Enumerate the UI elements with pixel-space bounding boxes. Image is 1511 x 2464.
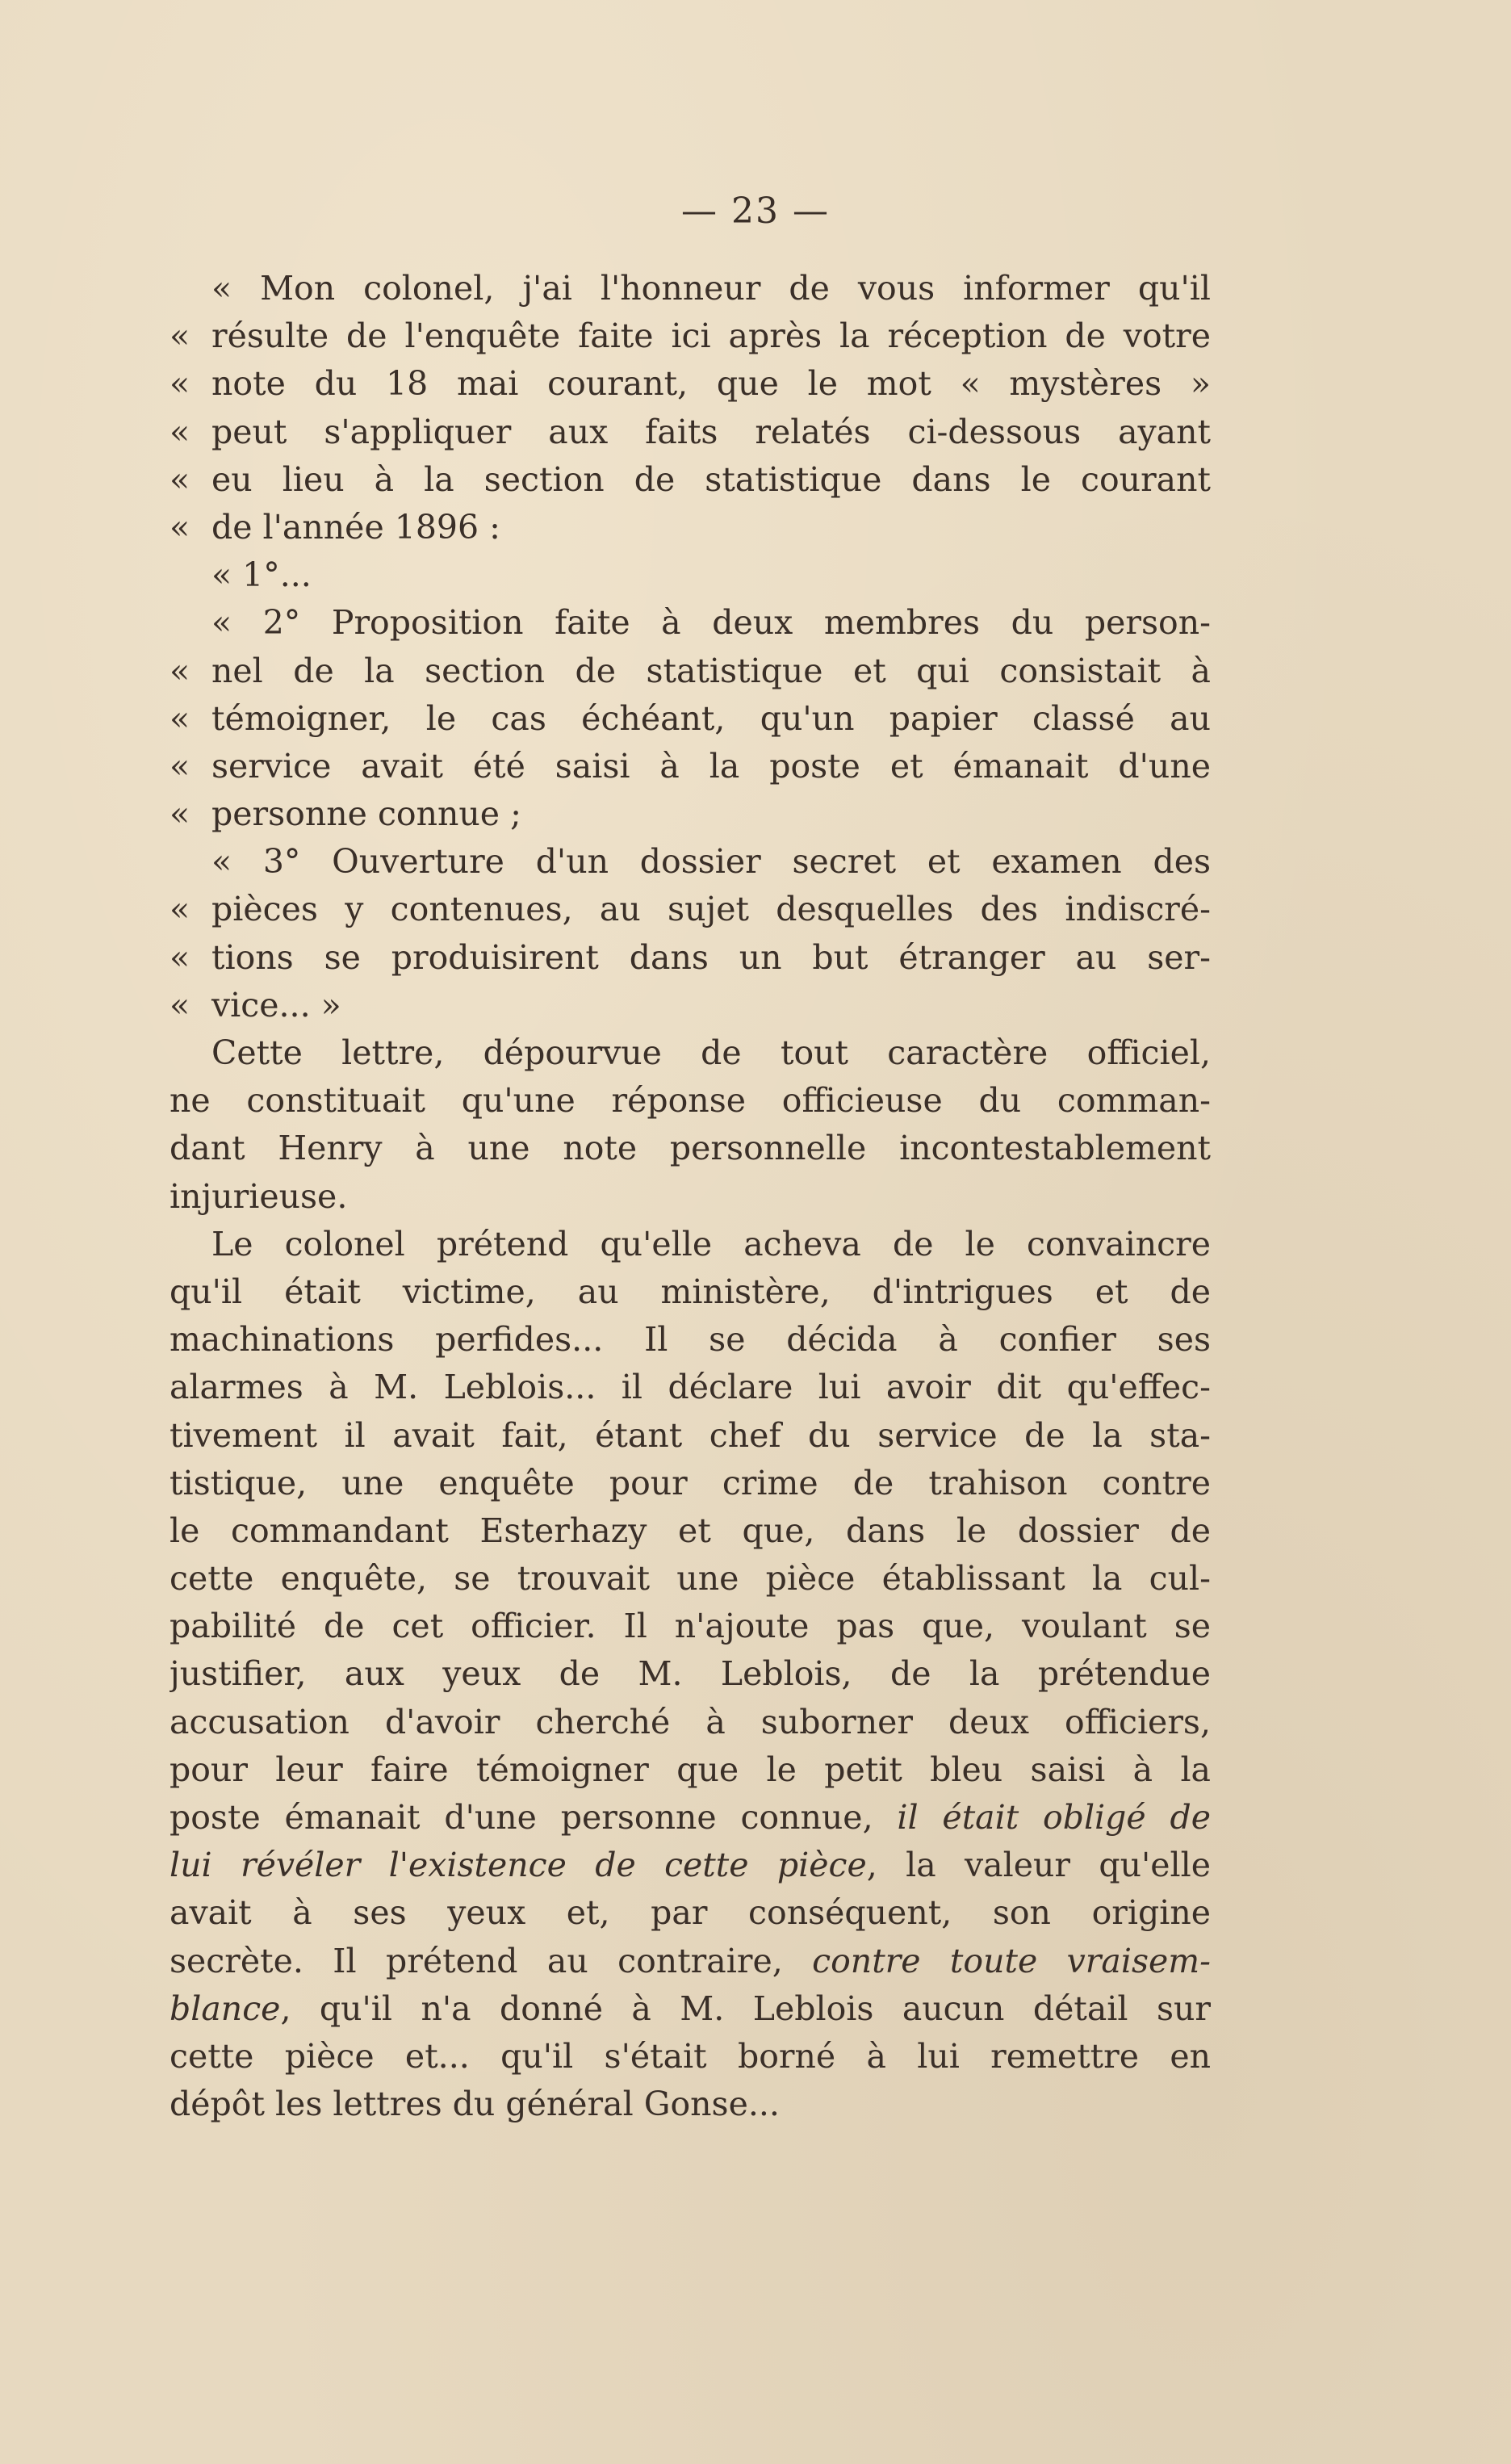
text-line — [170, 1794, 1211, 1842]
text-line — [170, 1077, 1211, 1125]
line-text: avait à ses yeux et, par conséquent, son origine — [170, 1893, 1211, 1933]
text-line — [170, 1842, 1211, 1889]
line-text: vice... » — [211, 985, 341, 1025]
text-line — [170, 1699, 1211, 1746]
text-line — [170, 551, 1211, 599]
line-guillemet: « — [170, 459, 190, 499]
text-line — [170, 1650, 1211, 1698]
text-line — [170, 1173, 1211, 1221]
text-line — [170, 1029, 1211, 1077]
text-line — [170, 1125, 1211, 1172]
line-text: machinations perfides... Il se décida à confier ses — [170, 1320, 1211, 1360]
text-line — [170, 409, 1211, 456]
text-line — [170, 838, 1211, 886]
text-line — [170, 360, 1211, 408]
text-line — [170, 312, 1211, 360]
text-line — [170, 1938, 1211, 1985]
line-guillemet: « — [170, 746, 190, 786]
text-line — [170, 1555, 1211, 1603]
line-text: peut s'appliquer aux faits relatés ci-dessous ayant — [211, 412, 1211, 451]
line-text: , la valeur qu'elle — [866, 1846, 1211, 1885]
italic-text: lui révéler l'existence de cette pièce — [170, 1846, 867, 1885]
line-text: « 2° Proposition faite à deux membres du person- — [211, 603, 1211, 643]
line-text: accusation d'avoir cherché à suborner deux officiers, — [170, 1702, 1211, 1741]
text-line — [170, 695, 1211, 743]
line-text: Le colonel prétend qu'elle acheva de le convaincre — [211, 1224, 1211, 1263]
line-text: justifier, aux yeux de M. Leblois, de la prétendue — [170, 1654, 1211, 1694]
line-guillemet: « — [170, 507, 190, 547]
line-text: tions se produisirent dans un but étranger au ser- — [211, 937, 1211, 977]
line-text: de l'année 1896 : — [211, 507, 500, 547]
text-line — [170, 599, 1211, 647]
line-text: pabilité de cet officier. Il n'ajoute pas que, voulant se — [170, 1607, 1211, 1646]
text-line — [170, 1507, 1211, 1555]
line-guillemet: « — [170, 651, 190, 690]
line-text: tivement il avait fait, étant chef du service de la sta- — [170, 1415, 1211, 1455]
line-text: pièces y contenues, au sujet desquelles des indiscré- — [211, 890, 1211, 929]
line-guillemet: « — [170, 890, 190, 929]
text-line — [170, 265, 1211, 312]
line-guillemet: « — [170, 364, 190, 404]
text-line — [170, 1746, 1211, 1794]
line-text: Cette lettre, dépourvue de tout caractère officiel, — [211, 1033, 1211, 1072]
line-text: ne constituait qu'une réponse officieuse du comman- — [170, 1081, 1211, 1121]
text-line — [170, 456, 1211, 504]
line-text: résulte de l'enquête faite ici après la réception de votre — [211, 316, 1211, 356]
text-line — [170, 1603, 1211, 1650]
line-text: personne connue ; — [211, 794, 521, 834]
line-text: le commandant Esterhazy et que, dans le dossier de — [170, 1511, 1211, 1550]
line-text: , qu'il n'a donné à M. Leblois aucun détail sur — [280, 1988, 1211, 2028]
text-line — [170, 790, 1211, 838]
italic-text: il était obligé de — [897, 1798, 1211, 1837]
text-line — [170, 982, 1211, 1029]
line-text: secrète. Il prétend au contraire, — [170, 1941, 813, 1980]
line-text: alarmes à M. Leblois... il déclare lui avoir dit qu'effec- — [170, 1368, 1211, 1407]
line-text: poste émanait d'une personne connue, — [170, 1798, 898, 1837]
line-text: pour leur faire témoigner que le petit bleu saisi à la — [170, 1750, 1211, 1789]
page-number: — 23 — — [681, 191, 830, 232]
text-line — [170, 504, 1211, 551]
text-line — [170, 1316, 1211, 1364]
text-line — [170, 1364, 1211, 1411]
line-guillemet: « — [170, 937, 190, 977]
line-guillemet: « — [170, 698, 190, 738]
line-guillemet: « — [170, 794, 190, 834]
text-line — [170, 886, 1211, 933]
line-text: dépôt les lettres du général Gonse... — [170, 2085, 780, 2124]
text-line — [170, 1268, 1211, 1316]
line-text: nel de la section de statistique et qui consistait à — [211, 651, 1211, 690]
italic-text: blance — [170, 1988, 281, 2028]
line-guillemet: « — [170, 412, 190, 451]
line-text: injurieuse. — [170, 1176, 348, 1216]
text-line — [170, 934, 1211, 982]
line-text: qu'il était victime, au ministère, d'intrigues et de — [170, 1272, 1211, 1311]
line-text: dant Henry à une note personnelle incontestablement — [170, 1129, 1211, 1168]
line-text: tistique, une enquête pour crime de trahison contre — [170, 1463, 1211, 1502]
line-text: note du 18 mai courant, que le mot « mystères » — [211, 364, 1211, 404]
line-guillemet: « — [170, 316, 190, 356]
line-text: cette enquête, se trouvait une pièce établissant la cul- — [170, 1559, 1211, 1599]
text-line — [170, 743, 1211, 790]
line-text: « 1°... — [211, 555, 312, 595]
text-line — [170, 1985, 1211, 2033]
line-text: service avait été saisi à la poste et émanait d'une — [211, 746, 1211, 786]
line-text: témoigner, le cas échéant, qu'un papier classé au — [211, 698, 1211, 738]
line-guillemet: « — [170, 985, 190, 1025]
text-line — [170, 1889, 1211, 1937]
text-line — [170, 2033, 1211, 2081]
line-text: eu lieu à la section de statistique dans le courant — [211, 459, 1211, 499]
text-line — [170, 1460, 1211, 1507]
line-text: « 3° Ouverture d'un dossier secret et examen des — [211, 842, 1211, 882]
line-text: cette pièce et... qu'il s'était borné à lui remettre en — [170, 2036, 1211, 2076]
text-line — [170, 2081, 1211, 2128]
body-text — [170, 265, 1211, 2128]
text-line — [170, 647, 1211, 695]
text-line — [170, 1221, 1211, 1268]
text-line — [170, 1412, 1211, 1460]
italic-text: contre toute vraisem- — [812, 1941, 1211, 1980]
line-text: « Mon colonel, j'ai l'honneur de vous informer qu'il — [211, 269, 1211, 308]
